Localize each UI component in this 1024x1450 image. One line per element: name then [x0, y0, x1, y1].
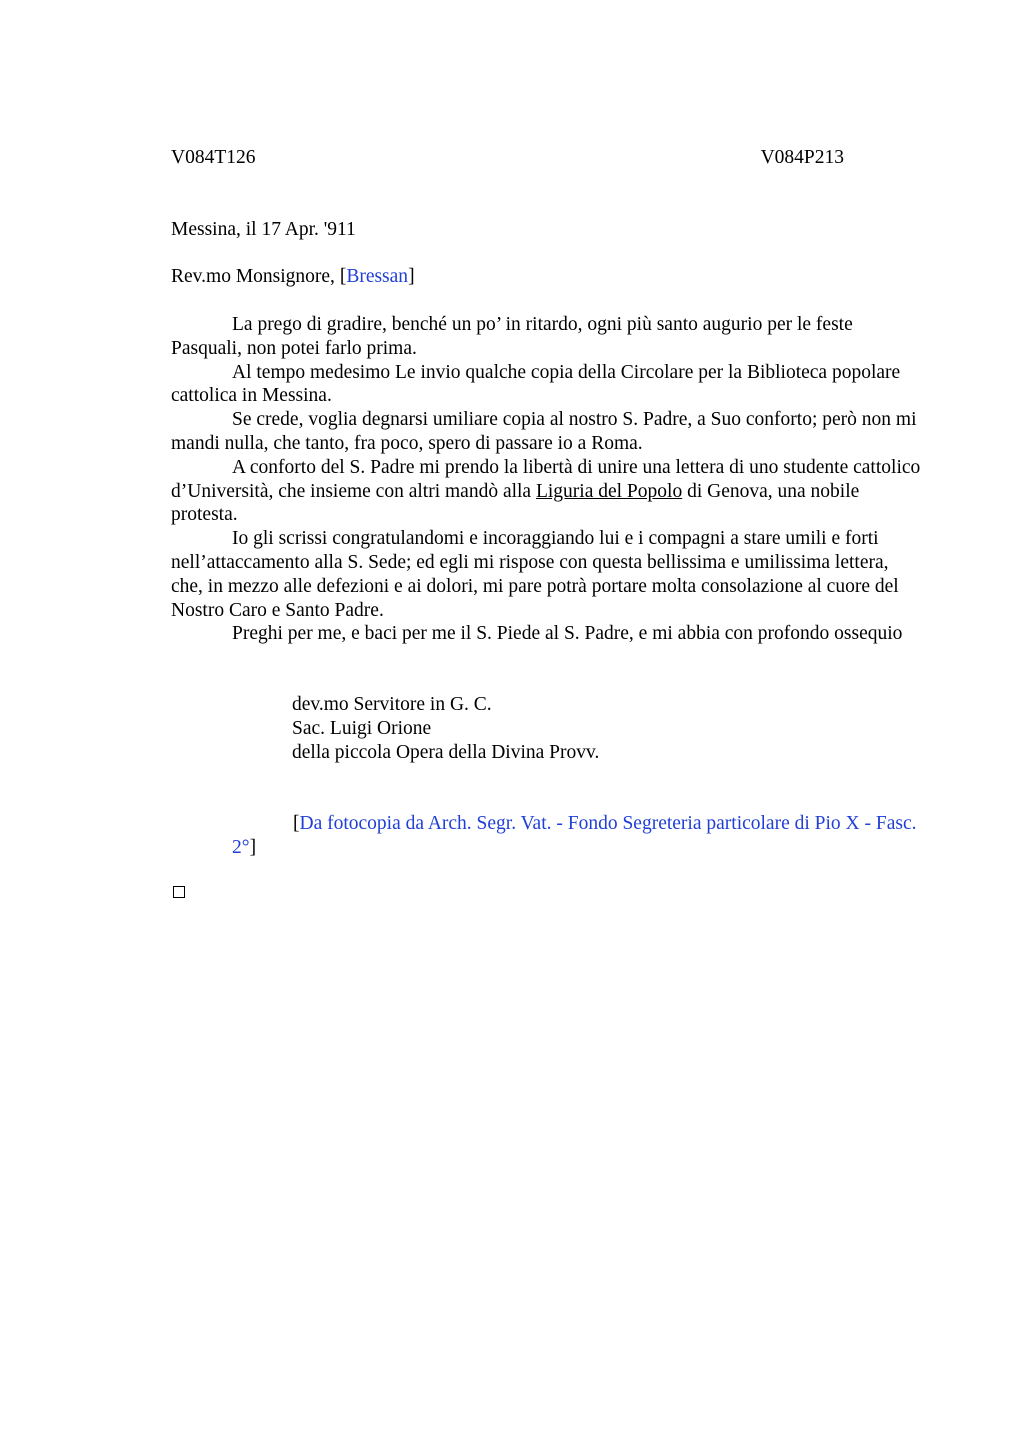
paragraph-6: Preghi per me, e baci per me il S. Piede al S. Padre, e mi abbia con profondo ossequio	[232, 623, 903, 645]
volume-page-code: V084P213	[760, 147, 844, 168]
end-of-document-square-icon	[173, 886, 185, 898]
newspaper-title: Liguria del Popolo	[535, 480, 683, 502]
letter-date: Messina, il 17 Apr. '911	[171, 219, 356, 240]
paragraph-5: Io gli scrissi congratulandomi e incoraggiando lui e i compagni a stare umili e forti nell’attaccamento alla S. Sede; ed egli mi rispose con questa bellissima e umilissima lettera, che, in mezzo alle defezioni e ai dolori, mi pare potrà portare molta consolazione al cuore del Nostro Caro e Santo Padre.	[171, 528, 899, 621]
paragraph-4-start: A conforto del S. Padre mi prendo la libertà di unire una lettera di uno studente cattolico d’Università, che insieme con altri mandò alla	[171, 456, 921, 502]
source-text: Da fotocopia da Arch. Segr. Vat. - Fondo Segreteria particolare di Pio X - Fasc. 2°	[232, 813, 917, 858]
paragraph-1: La prego di gradire, benché un po’ in ritardo, ogni più santo augurio per le feste Pasquali, non potei farlo prima.	[171, 314, 853, 359]
signature-closing: dev.mo Servitore in G. C.	[292, 694, 492, 715]
paragraph-3: Se crede, voglia degnarsi umiliare copia al nostro S. Padre, a Suo conforto; però non mi mandi nulla, che tanto, fra poco, spero di passare io a Roma.	[171, 409, 917, 454]
source-bracket-close: ]	[249, 836, 257, 858]
salutation-bracket-close: ]	[408, 266, 415, 287]
paragraph-4-end: di Genova, una nobile protesta.	[171, 480, 860, 526]
signature-name: Sac. Luigi Orione	[292, 717, 432, 739]
signature-organization: della piccola Opera della Divina Provv.	[292, 741, 600, 763]
source-bracket-open: [	[293, 813, 300, 834]
salutation	[171, 265, 415, 289]
signature-block	[292, 693, 599, 764]
paragraph-4	[171, 456, 925, 527]
volume-text-code: V084T126	[171, 147, 256, 168]
paragraph-2: Al tempo medesimo Le invio qualche copia della Circolare per la Biblioteca popolare cattolica in Messina.	[171, 361, 901, 407]
salutation-bracket-open: [	[339, 266, 347, 287]
archival-source-note	[232, 812, 925, 860]
document-header	[171, 146, 844, 170]
letter-body	[171, 313, 925, 646]
recipient-name: Bressan	[346, 266, 409, 287]
salutation-prefix: Rev.mo Monsignore,	[171, 266, 340, 287]
